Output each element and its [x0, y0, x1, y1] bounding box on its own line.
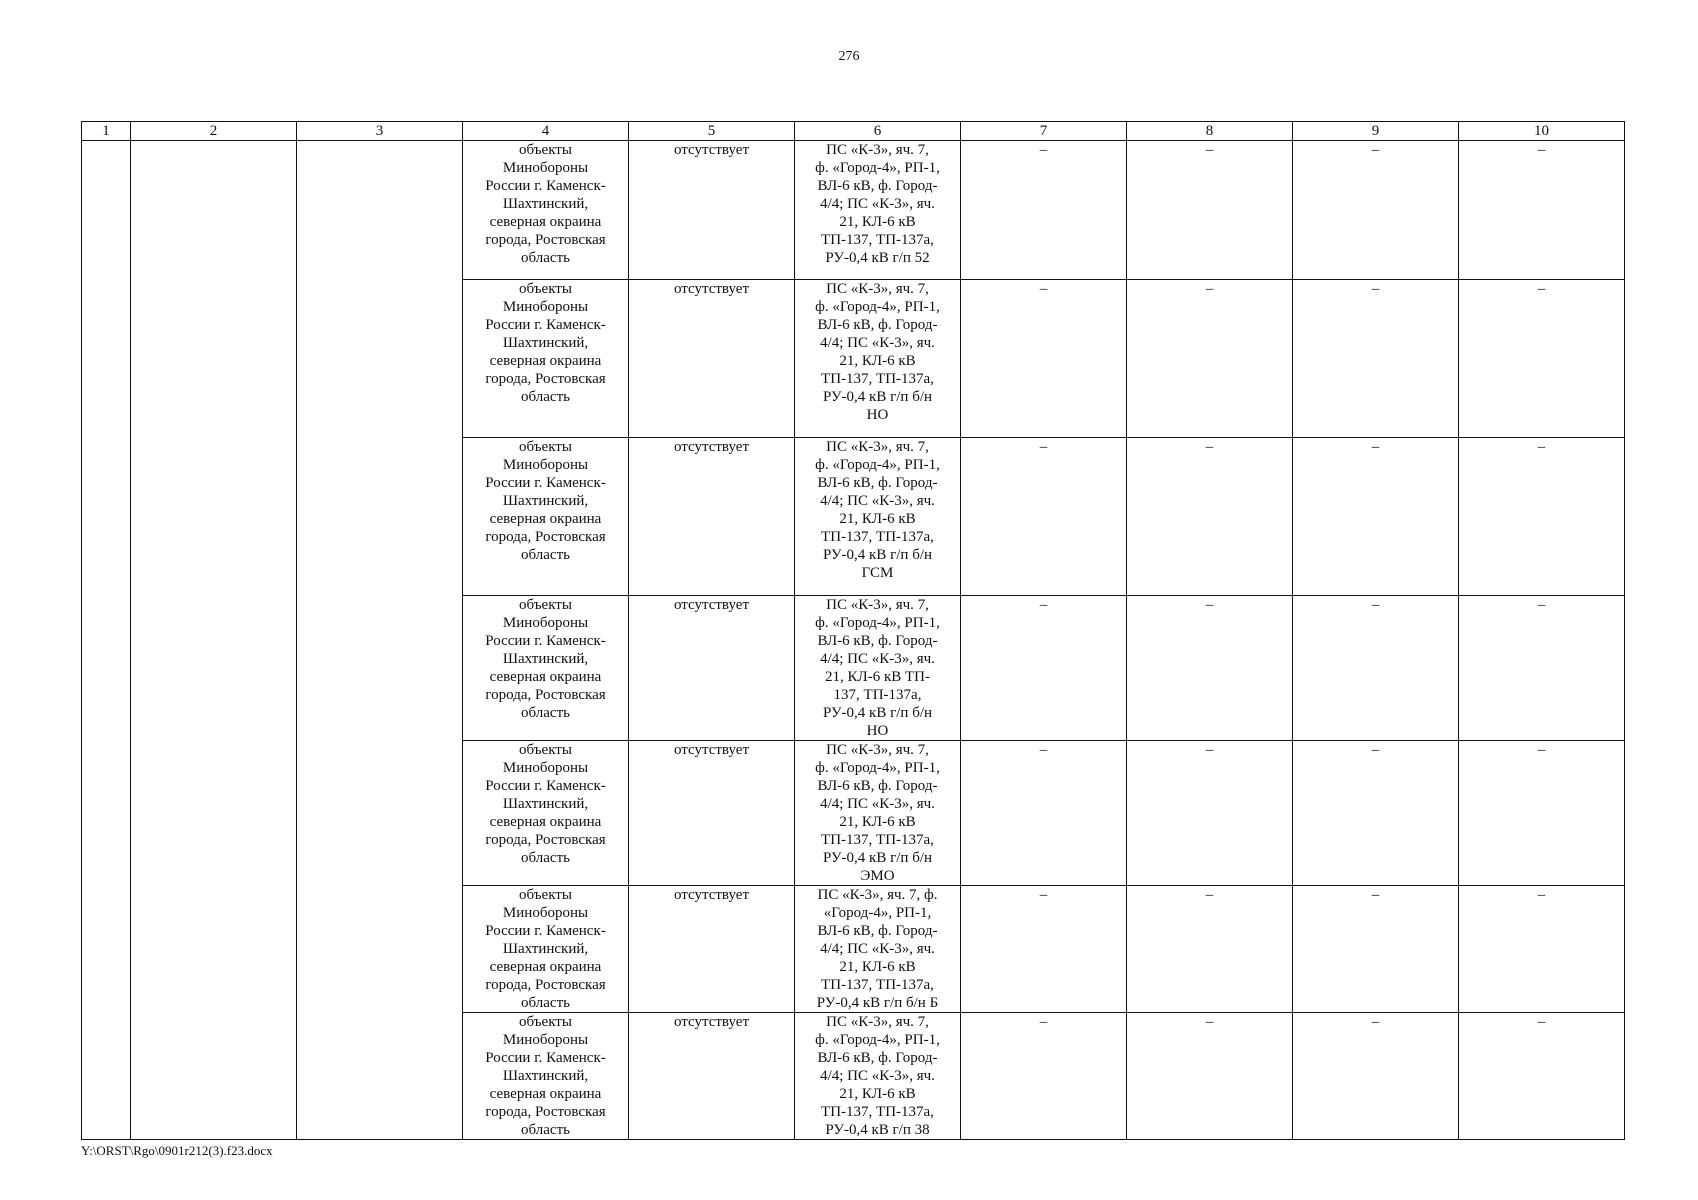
merged-cell-col2 — [131, 141, 297, 1140]
object-cell: объекты Минобороны России г. Каменск- Шахтинский, северная окраина города, Ростовская область — [463, 596, 629, 741]
dash-cell: – — [1127, 886, 1293, 1013]
object-cell: объекты Минобороны России г. Каменск- Шахтинский, северная окраина города, Ростовская область — [463, 741, 629, 886]
dash-cell: – — [1293, 280, 1459, 438]
power-source-cell: ПС «К-3», яч. 7, ф. «Город-4», РП-1, ВЛ-6 кВ, ф. Город- 4/4; ПС «К-3», яч. 21, КЛ-6 кВ ТП-137, ТП-137а, РУ-0,4 кВ г/п б/н ГСМ — [795, 438, 961, 596]
dash-cell: – — [1459, 886, 1625, 1013]
dash-cell: – — [961, 1013, 1127, 1140]
document-table — [81, 121, 1625, 1140]
dash-cell: – — [1127, 438, 1293, 596]
dash-cell: – — [1293, 141, 1459, 280]
column-header-8: 8 — [1127, 122, 1293, 141]
dash-cell: – — [1293, 1013, 1459, 1140]
dash-cell: – — [961, 886, 1127, 1013]
column-header-6: 6 — [795, 122, 961, 141]
dash-cell: – — [961, 280, 1127, 438]
dash-cell: – — [961, 741, 1127, 886]
dash-cell: – — [961, 596, 1127, 741]
dash-cell: – — [1293, 741, 1459, 886]
power-source-cell: ПС «К-3», яч. 7, ф. «Город-4», РП-1, ВЛ-6 кВ, ф. Город- 4/4; ПС «К-3», яч. 21, КЛ-6 кВ ТП-137, ТП-137а, РУ-0,4 кВ г/п б/н НО — [795, 280, 961, 438]
dash-cell: – — [1459, 280, 1625, 438]
table-row — [82, 141, 1625, 280]
dash-cell: – — [1127, 141, 1293, 280]
power-source-cell: ПС «К-3», яч. 7, ф. «Город-4», РП-1, ВЛ-6 кВ, ф. Город- 4/4; ПС «К-3», яч. 21, КЛ-6 кВ ТП-137, ТП-137а, РУ-0,4 кВ г/п 52 — [795, 141, 961, 280]
status-cell: отсутствует — [629, 596, 795, 741]
column-header-1: 1 — [82, 122, 131, 141]
merged-cell-col3 — [297, 141, 463, 1140]
dash-cell: – — [1127, 596, 1293, 741]
column-header-10: 10 — [1459, 122, 1625, 141]
footer-file-path: Y:\ORST\Rgo\0901r212(3).f23.docx — [81, 1143, 273, 1158]
dash-cell: – — [1459, 438, 1625, 596]
object-cell: объекты Минобороны России г. Каменск- Шахтинский, северная окраина города, Ростовская область — [463, 438, 629, 596]
power-source-cell: ПС «К-3», яч. 7, ф. «Город-4», РП-1, ВЛ-6 кВ, ф. Город- 4/4; ПС «К-3», яч. 21, КЛ-6 кВ ТП- 137, ТП-137а, РУ-0,4 кВ г/п б/н НО — [795, 596, 961, 741]
column-header-9: 9 — [1293, 122, 1459, 141]
dash-cell: – — [1127, 1013, 1293, 1140]
status-cell: отсутствует — [629, 741, 795, 886]
power-source-cell: ПС «К-3», яч. 7, ф. «Город-4», РП-1, ВЛ-6 кВ, ф. Город- 4/4; ПС «К-3», яч. 21, КЛ-6 кВ ТП-137, ТП-137а, РУ-0,4 кВ г/п 38 — [795, 1013, 961, 1140]
dash-cell: – — [1293, 438, 1459, 596]
dash-cell: – — [1293, 596, 1459, 741]
power-source-cell: ПС «К-3», яч. 7, ф. «Город-4», РП-1, ВЛ-6 кВ, ф. Город- 4/4; ПС «К-3», яч. 21, КЛ-6 кВ ТП-137, ТП-137а, РУ-0,4 кВ г/п б/н ЭМО — [795, 741, 961, 886]
dash-cell: – — [961, 438, 1127, 596]
merged-cell-col1 — [82, 141, 131, 1140]
dash-cell: – — [1127, 280, 1293, 438]
status-cell: отсутствует — [629, 1013, 795, 1140]
object-cell: объекты Минобороны России г. Каменск- Шахтинский, северная окраина города, Ростовская область — [463, 886, 629, 1013]
column-header-7: 7 — [961, 122, 1127, 141]
dash-cell: – — [1127, 741, 1293, 886]
status-cell: отсутствует — [629, 438, 795, 596]
column-header-5: 5 — [629, 122, 795, 141]
dash-cell: – — [1293, 886, 1459, 1013]
column-header-2: 2 — [131, 122, 297, 141]
column-header-4: 4 — [463, 122, 629, 141]
dash-cell: – — [1459, 596, 1625, 741]
column-header-3: 3 — [297, 122, 463, 141]
dash-cell: – — [1459, 1013, 1625, 1140]
dash-cell: – — [1459, 741, 1625, 886]
table-header-row — [82, 122, 1625, 141]
page-number: 276 — [838, 49, 860, 64]
object-cell: объекты Минобороны России г. Каменск- Шахтинский, северная окраина города, Ростовская область — [463, 280, 629, 438]
status-cell: отсутствует — [629, 886, 795, 1013]
status-cell: отсутствует — [629, 280, 795, 438]
object-cell: объекты Минобороны России г. Каменск- Шахтинский, северная окраина города, Ростовская область — [463, 1013, 629, 1140]
status-cell: отсутствует — [629, 141, 795, 280]
object-cell: объекты Минобороны России г. Каменск- Шахтинский, северная окраина города, Ростовская область — [463, 141, 629, 280]
dash-cell: – — [961, 141, 1127, 280]
power-source-cell: ПС «К-3», яч. 7, ф. «Город-4», РП-1, ВЛ-6 кВ, ф. Город- 4/4; ПС «К-3», яч. 21, КЛ-6 кВ ТП-137, ТП-137а, РУ-0,4 кВ г/п б/н Б — [795, 886, 961, 1013]
dash-cell: – — [1459, 141, 1625, 280]
